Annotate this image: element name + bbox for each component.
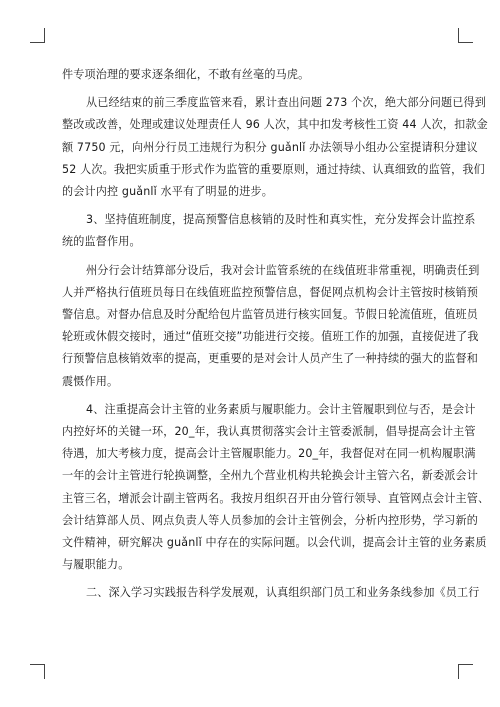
text-line: 警信息。对督办信息及时分配给包片监管员进行核实回复。节假日轮流值班，值班员 [62,308,479,322]
document-body [62,64,490,605]
paragraph [62,64,440,86]
text-line: 额 7750 元，向州分行员工违规行为积分 guǎnlǐ 办法领导小组办公室提请积分建议 [62,140,478,154]
text-line: 轮班或休假交接时，通过“值班交接”功能进行交接。值班工作的加强，直接促进了我 [62,330,479,344]
text-line: 文件精神，研究解决 guǎnlǐ 中存在的实际问题。以会代训，提高会计主管的业务素质 [62,536,487,550]
text-line: 州分行会计结算部分设后，我对会计监管系统的在线值班非常重视，明确责任到 [86,263,480,277]
text-line: 行预警信息核销效率的提高，更重要的是对会计人员产生了一种持续的强大的监督和 [62,352,479,366]
text-line: 3、坚持值班制度，提高预警信息核销的及时性和真实性，充分发挥会计监控系 [86,213,476,227]
text-line: 震慑作用。 [62,374,119,388]
crop-mark-top-left [30,28,45,43]
text-line: 统的监督作用。 [62,235,141,249]
text-line: 二、深入学习实践报告科学发展观，认真组织部门员工和业务条线参加《员工行 [86,586,480,600]
paragraph [62,209,476,253]
text-line: 待遇，加大考核力度，提高会计主管履职能力。20_年，我督促对在同一机构履职满 [62,447,476,461]
paragraph [62,260,480,393]
paragraph [62,399,490,577]
text-line: 整改或改善，处理或建议处理责任人 96 人次，其中扣发考核性工资 44 人次，扣款金 [62,118,488,132]
crop-mark-bottom-right [458,664,473,679]
text-line: 4、注重提高会计主管的业务素质与履职能力。会计主管履职到位与否，是会计 [86,402,476,416]
text-line: 与履职能力。 [62,558,130,572]
text-line: 会计结算部人员、网点负责人等人员参加的会计主管例会，分析内控形势，学习新的 [62,513,479,527]
paragraph [62,92,488,203]
text-line: 内控好坏的关键一环，20_年，我认真贯彻落实会计主管委派制，倡导提高会计主管 [62,425,476,439]
text-line: 件专项治理的要求逐条细化，不敢有丝毫的马虎。 [62,68,310,81]
text-line: 的会计内控 guǎnlǐ 水平有了明显的进步。 [62,185,273,199]
crop-mark-top-right [458,28,473,43]
text-line: 52 人次。我把实质重于形式作为监管的重要原则，通过持续、认真细致的监管，我们 [62,162,485,176]
crop-mark-bottom-left [30,664,45,679]
paragraph [62,582,480,604]
text-line: 从已经结束的前三季度监管来看，累计查出问题 273 个次，绝大部分问题已得到 [86,96,487,110]
text-line: 人并严格执行值班员每日在线值班监控预警信息，督促网点机构会计主管按时核销预 [62,285,479,299]
text-line: 一年的会计主管进行轮换调整，全州九个营业机构共轮换会计主管六名，新委派会计 [62,469,479,483]
text-line: 主管三名，增派会计副主管两名。我按月组织召开由分管行领导、直管网点会计主管、 [62,491,490,505]
